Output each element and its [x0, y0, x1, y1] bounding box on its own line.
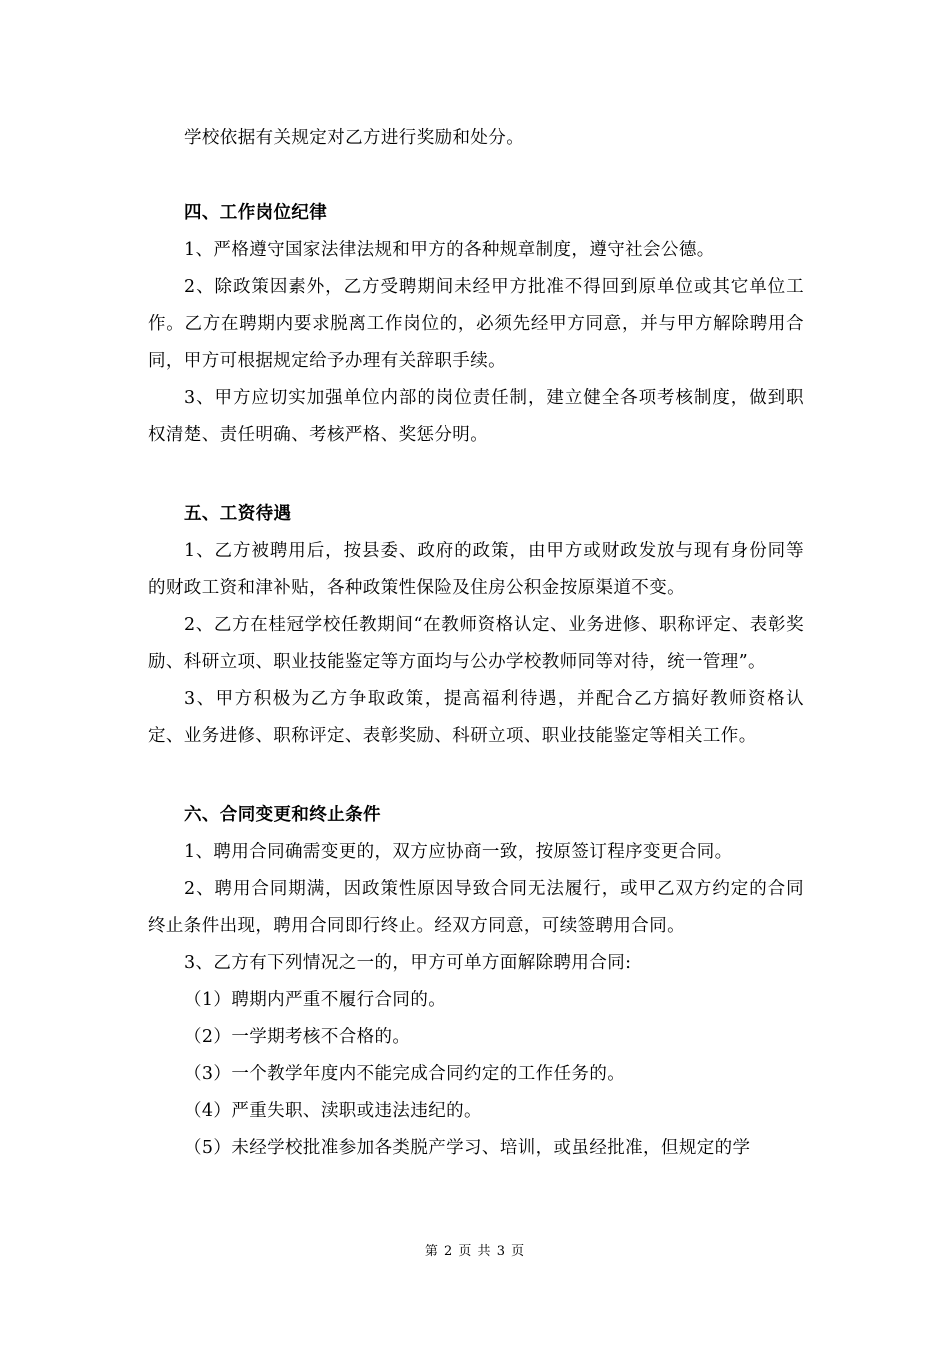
intro-paragraph: 学校依据有关规定对乙方进行奖励和处分。: [184, 128, 525, 148]
section-6-item-1: 1、聘用合同确需变更的，双方应协商一致，按原签订程序变更合同。: [184, 842, 733, 862]
section-6-subitem-5: （5）未经学校批准参加各类脱产学习、培训，或虽经批准，但规定的学: [184, 1138, 751, 1158]
section-6-subitem-3: （3）一个教学年度内不能完成合同约定的工作任务的。: [184, 1064, 626, 1084]
section-6-item-2: 2、聘用合同期满，因政策性原因导致合同无法履行，或甲乙双方约定的合同终止条件出现，聘用合同即行终止。经双方同意，可续签聘用合同。: [148, 879, 804, 936]
section-4-heading: 四、工作岗位纪律: [184, 203, 328, 223]
section-5-heading: 五、工资待遇: [184, 504, 292, 524]
spacer: [148, 454, 804, 496]
section-4-item-3: 3、甲方应切实加强单位内部的岗位责任制，建立健全各项考核制度，做到职权清楚、责任明确、考核严格、奖惩分明。: [148, 388, 804, 445]
section-4-item-1: 1、严格遵守国家法律法规和甲方的各种规章制度，遵守社会公德。: [184, 240, 715, 260]
section-5-item-1: 1、乙方被聘用后，按县委、政府的政策，由甲方或财政发放与现有身份同等的财政工资和津补贴，各种政策性保险及住房公积金按原渠道不变。: [148, 541, 804, 598]
section-6-subitem-2: （2）一学期考核不合格的。: [184, 1027, 411, 1047]
spacer: [148, 755, 804, 797]
section-6-heading: 六、合同变更和终止条件: [184, 805, 381, 825]
section-6-subitem-4: （4）严重失职、渎职或违法违纪的。: [184, 1101, 482, 1121]
spacer: [148, 157, 804, 195]
page-footer: 第 2 页 共 3 页: [424, 1244, 526, 1259]
document-body: [148, 120, 804, 1167]
section-5-item-2: 2、乙方在桂冠学校任教期间“在教师资格认定、业务进修、职称评定、表彰奖励、科研立项、职业技能鉴定等方面均与公办学校教师同等对待，统一管理”。: [148, 615, 804, 672]
section-6-item-3: 3、乙方有下列情况之一的，甲方可单方面解除聘用合同:: [184, 953, 632, 973]
section-6-subitem-1: （1）聘期内严重不履行合同的。: [184, 990, 447, 1010]
section-5-item-3: 3、甲方积极为乙方争取政策，提高福利待遇，并配合乙方搞好教师资格认定、业务进修、职称评定、表彰奖励、科研立项、职业技能鉴定等相关工作。: [148, 689, 804, 746]
section-4-item-2: 2、除政策因素外，乙方受聘期间未经甲方批准不得回到原单位或其它单位工作。乙方在聘期内要求脱离工作岗位的，必须先经甲方同意，并与甲方解除聘用合同，甲方可根据规定给予办理有关辞职手续。: [148, 277, 804, 371]
